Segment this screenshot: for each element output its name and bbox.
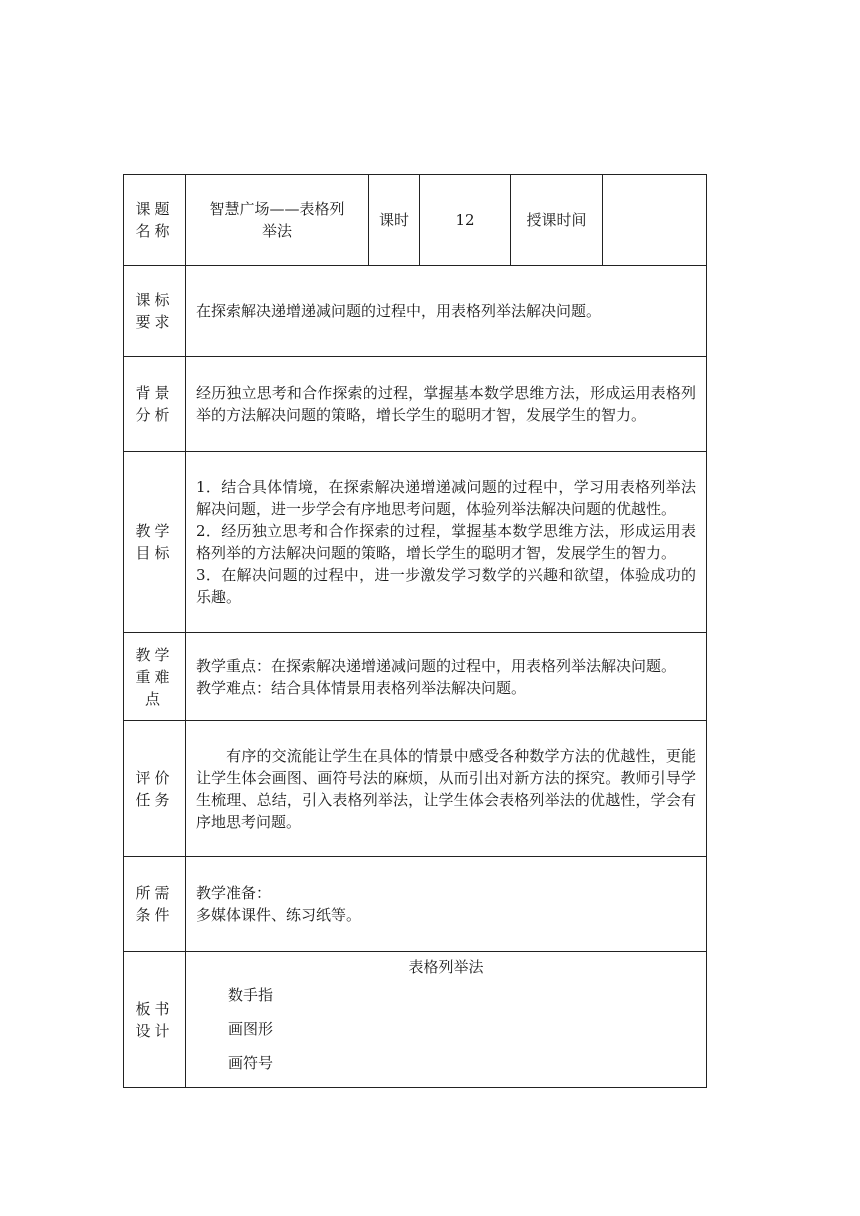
topic-value: 智慧广场——表格列 举法: [186, 175, 369, 266]
objective-item: 3．在解决问题的过程中，进一步激发学习数学的兴趣和欲望，体验成功的乐趣。: [196, 566, 696, 606]
objectives-list: [186, 452, 707, 633]
board-item: 数手指: [228, 986, 274, 1004]
board-item: 画符号: [228, 1054, 274, 1072]
board-design: [186, 952, 707, 1088]
header-row: [124, 175, 707, 266]
background-label: 背景 分析: [124, 357, 186, 452]
standard-text: 在探索解决递增递减问题的过程中，用表格列举法解决问题。: [186, 266, 707, 357]
topic-label: 课题 名称: [124, 175, 186, 266]
objectives-label: 教学 目标: [124, 452, 186, 633]
board-title: 表格列举法: [408, 958, 484, 976]
objective-item: 1．结合具体情境，在探索解决递增递减问题的过程中，学习用表格列举法解决问题，进一步学会有序地思考问题，体验列举法解决问题的优越性。: [196, 478, 696, 518]
evaluation-row: [124, 721, 707, 857]
evaluation-text: 有序的交流能让学生在具体的情景中感受各种数学方法的优越性，更能让学生体会画图、画符号法的麻烦，从而引出对新方法的探究。教师引导学生梳理、总结，引入表格列举法，让学生体会表格列举法的优越性，学会有序地思考问题。: [186, 721, 707, 857]
board-row: [124, 952, 707, 1088]
lesson-plan-table: [123, 174, 707, 1088]
background-text: 经历独立思考和合作探索的过程，掌握基本数学思维方法，形成运用表格列举的方法解决问题的策略，增长学生的聪明才智，发展学生的智力。: [186, 357, 707, 452]
lesson-plan: [123, 174, 706, 1088]
time-label: 授课时间: [511, 175, 603, 266]
teaching-focus: 教学重点：在探索解决递增递减问题的过程中，用表格列举法解决问题。: [196, 656, 677, 675]
conditions-row: [124, 857, 707, 952]
conditions-text: 教学准备： 多媒体课件、练习纸等。: [186, 857, 707, 952]
board-item: 画图形: [228, 1020, 274, 1038]
objectives-row: [124, 452, 707, 633]
time-value: [603, 175, 707, 266]
teaching-difficulty: 教学难点：结合具体情景用表格列举法解决问题。: [196, 678, 527, 697]
evaluation-label: 评价 任务: [124, 721, 186, 857]
period-value: 12: [420, 175, 511, 266]
background-row: [124, 357, 707, 452]
key-points-row: [124, 633, 707, 721]
board-label: 板书 设计: [124, 952, 186, 1088]
period-label: 课时: [369, 175, 420, 266]
objective-item: 2．经历独立思考和合作探索的过程，掌握基本数学思维方法，形成运用表格列举的方法解决问题的策略，增长学生的聪明才智，发展学生的智力。: [196, 522, 696, 562]
key-points-text: [186, 633, 707, 721]
conditions-label: 所需 条件: [124, 857, 186, 952]
standard-row: [124, 266, 707, 357]
standard-label: 课标 要求: [124, 266, 186, 357]
key-points-label: 教学 重难 点: [124, 633, 186, 721]
